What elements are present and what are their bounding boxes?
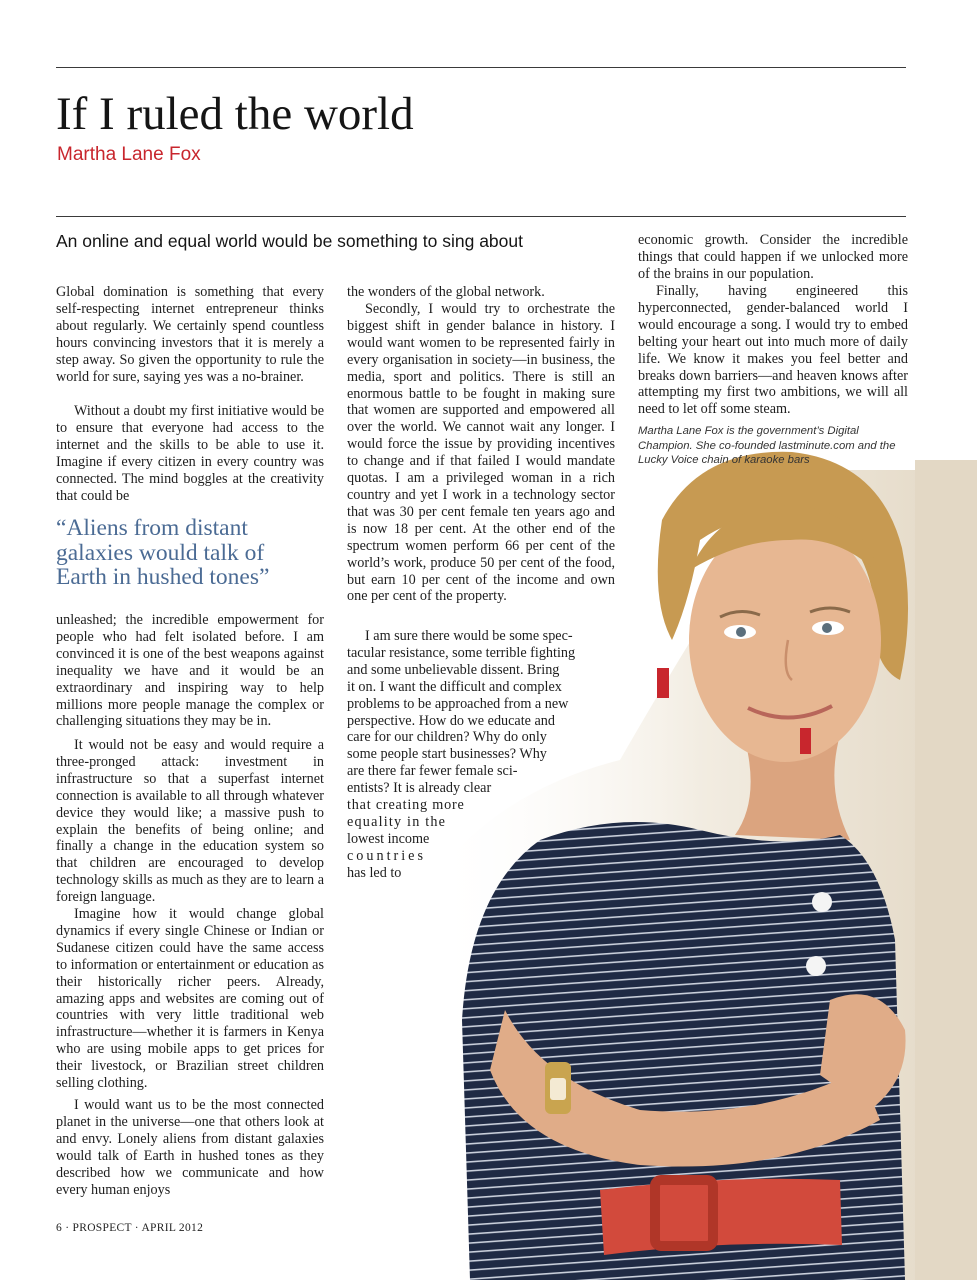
text-line: it on. I want the difficult and complex xyxy=(347,678,562,695)
belt xyxy=(600,1179,842,1255)
column1-paragraph-2: Without a doubt my first initiative would be to ensure that everyone had access to the internet and the skills to be able to use it. Imagine if every citizen in every country was connected. The mind boggles at the creativity that could be xyxy=(56,403,324,504)
column2-paragraph-3 xyxy=(347,628,615,882)
pull-quote-line: “Aliens from distant xyxy=(56,515,248,541)
pull-quote-line: galaxies would talk of xyxy=(56,539,265,566)
text-line: problems to be approached from a new xyxy=(347,695,569,712)
column1-paragraph-5: Imagine how it would change global dynamics if every single Chinese or Indian or Sudanese citizen could have the same access to information or entertainment or education as their historically richer peers. Already, amazing apps and websites are coming out of countries with very little traditional web infrastructure—whether it is farmers in Kenya who are using mobile apps to get prices for their livestock, or Brazilian street children selling clothing. xyxy=(56,906,324,1092)
column1-paragraph-6: I would want us to be the most connected planet in the universe—one that others look at and envy. Lonely aliens from distant galaxies would talk of Earth in hushed tones as they described how we communicate and how every human enjoys xyxy=(56,1097,324,1198)
text-line: some people start businesses? Why xyxy=(347,746,547,763)
photo-wall-edge xyxy=(915,460,977,1280)
right-earring xyxy=(800,728,811,754)
dress-button xyxy=(806,956,826,976)
text-line: equality in the xyxy=(347,813,447,830)
column2-paragraph-2: Secondly, I would try to orchestrate the biggest shift in gender balance in history. I would want women to be represented fairly in every organisation in society—in business, the media, sport and politics. There is still an enormous battle to be fought in making sure that women are supported and empowered all over the world. We cannot wait any longer. I would force the issue by providing incentives to change and if that failed I would mandate quotas. I am a privileged woman in a rich country and yet I work in a technology sector that was 30 per cent female ten years ago and is now 18 per cent. At the other end of the spectrum women perform 66 per cent of the world’s work, produce 50 per cent of the food, but earn 10 per cent of the income and own one per cent of the property. xyxy=(347,301,615,605)
text-line: countries xyxy=(347,847,427,864)
photo-caption: Martha Lane Fox is the government’s Digital Champion. She co-founded lastminute.com and the Lucky Voice chain of karaoke bars xyxy=(638,425,896,466)
left-earring xyxy=(657,668,669,698)
text-line: has led to xyxy=(347,864,402,881)
text-line: lowest income xyxy=(347,830,430,847)
page-folio: 6 · PROSPECT · APRIL 2012 xyxy=(56,1222,204,1234)
standfirst: An online and equal world would be something to sing about xyxy=(56,231,523,251)
text-line: tacular resistance, some terrible fighting xyxy=(347,644,576,661)
column3-paragraph-2: Finally, having engineered this hyperconnected, gender-balanced world I would encourage a song. I would try to embed belting your heart out into much more of daily life. We know it makes you feel better and breaks down barriers—and heaven knows after attempting my first two ambitions, we will all need to let off some steam. xyxy=(638,283,908,418)
text-line: I am sure there would be some spec- xyxy=(365,628,573,644)
column2-paragraph-1: the wonders of the global network. xyxy=(347,284,545,300)
column1-paragraph-4: It would not be easy and would require a three-pronged attack: investment in infrastructure so that a superfast internet connection is available to all through whatever device they would like; a massive push to explain the benefits of being online; and finally a change in the education system so that children are encouraged to develop technology skills as much as they are to learn a foreign language. xyxy=(56,737,324,906)
text-line: care for our children? Why do only xyxy=(347,729,547,746)
column3-paragraph-1: economic growth. Consider the incredible things that could happen if we unlocked more of the brains in our population. xyxy=(638,232,908,282)
text-line: and some unbelievable dissent. Bring xyxy=(347,661,560,678)
pull-quote-line: Earth in hushed tones” xyxy=(56,564,270,590)
dress-button xyxy=(812,892,832,912)
text-line: are there far fewer female sci- xyxy=(347,763,518,780)
column1-paragraph-3: unleashed; the incredible empowerment for people who had felt isolated before. I am convinced it is one of the best weapons against inequality we have and it would be an extraordinary and inspiring way to help millions more people manage the complex or challenging situations they may be in. xyxy=(56,612,324,730)
text-line: that creating more xyxy=(347,797,465,814)
pull-quote xyxy=(56,516,326,590)
article-title: If I ruled the world xyxy=(56,88,414,140)
text-line: entists? It is already clear xyxy=(347,780,492,797)
column1-paragraph-1: Global domination is something that every self-respecting internet entrepreneur thinks about regularly. We certainly spend countless hours convincing investors that it is merely a step away. So given the opportunity to rule the world for sure, saying yes was a no-brainer. xyxy=(56,284,324,385)
author-byline: Martha Lane Fox xyxy=(57,144,201,165)
text-line: perspective. How do we educate and xyxy=(347,712,555,729)
